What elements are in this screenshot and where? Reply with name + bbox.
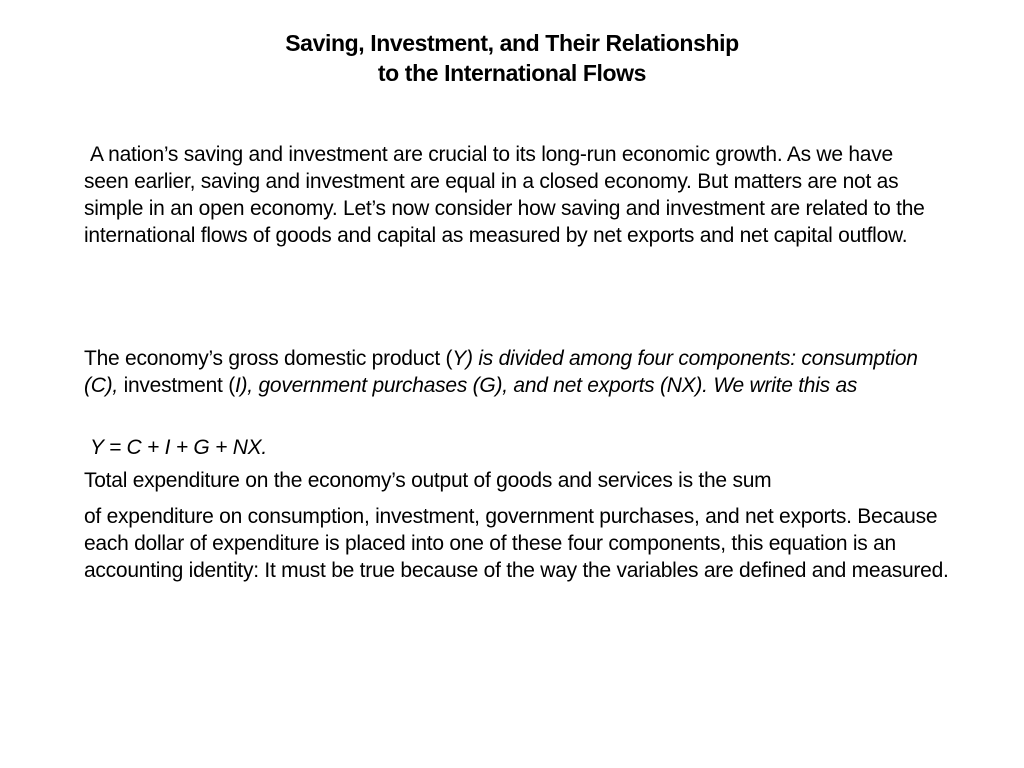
paragraph-gdp-seg-2: Y) is divided among four components: consumption (C),	[84, 347, 918, 397]
slide-title	[0, 28, 1024, 88]
paragraph-gdp-seg-1: The economy’s gross domestic product (	[84, 347, 453, 370]
paragraph-accounting-identity-text: of expenditure on consumption, investment, government purchases, and net exports. Because each dollar of expenditure is placed into one of these four components, this equation is an accounting identity: It must be true because of the way the variables are defined and measured.	[84, 505, 949, 582]
paragraph-gdp-seg-3: investment (	[118, 374, 235, 397]
paragraph-total-expenditure-text: Total expenditure on the economy’s output of goods and services is the sum	[84, 469, 772, 492]
paragraph-accounting-identity	[84, 503, 964, 584]
paragraph-gdp	[84, 345, 944, 399]
paragraph-total-expenditure	[84, 467, 984, 494]
paragraph-gdp-seg-4: I), government purchases (G), and net exports (NX). We write this as	[234, 374, 858, 397]
paragraph-intro	[84, 141, 942, 249]
slide-title-line-2: to the International Flows	[377, 60, 647, 86]
equation-text: Y = C + I + G + NX.	[90, 436, 267, 459]
slide-title-line-1: Saving, Investment, and Their Relationship	[285, 30, 739, 56]
equation	[84, 434, 984, 461]
paragraph-intro-text: A nation’s saving and investment are crucial to its long-run economic growth. As we have seen earlier, saving and investment are equal in a closed economy. But matters are not as simple in an open economy. Let’s now consider how saving and investment are related to the international flows of goods and capital as measured by net exports and net capital outflow.	[84, 143, 925, 247]
